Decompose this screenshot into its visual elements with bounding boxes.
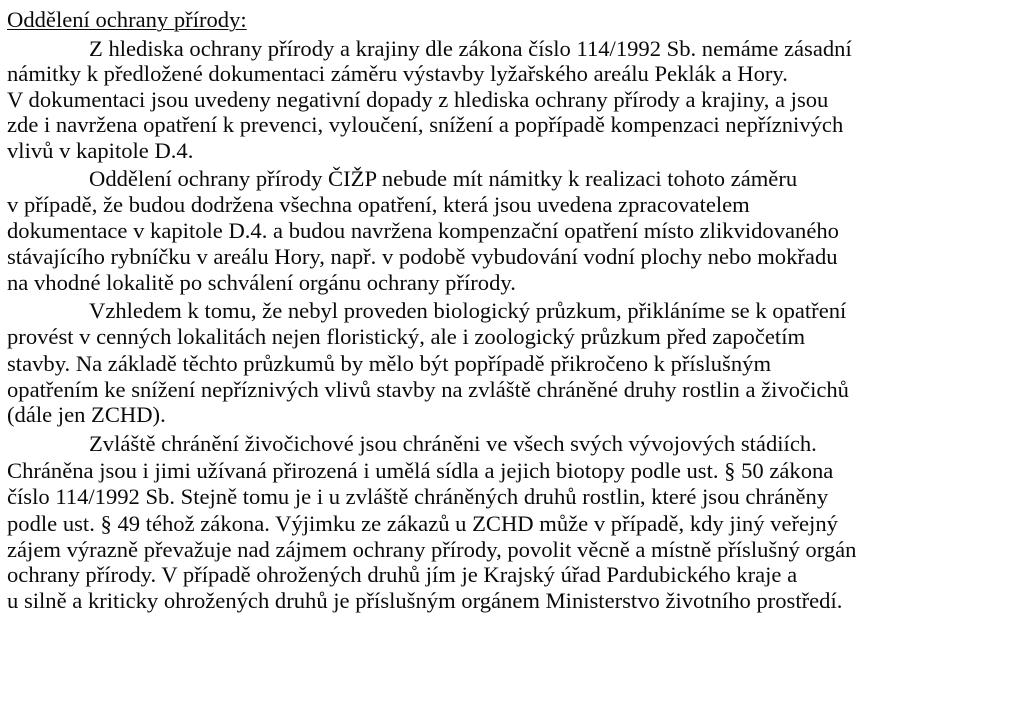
paragraph-4-line-3: číslo 114/1992 Sb. Stejně tomu je i u zvláště chráněných druhů rostlin, které jsou chráněny xyxy=(7,484,829,509)
paragraph-3-line-1: Vzhledem k tomu, že nebyl proveden biologický průzkum, přikláníme se k opatření xyxy=(89,298,847,323)
paragraph-2-line-4: stávajícího rybníčku v areálu Hory, např. v podobě vybudování vodní plochy nebo mokřadu xyxy=(7,244,838,269)
paragraph-2-line-1: Oddělení ochrany přírody ČIŽP nebude mít námitky k realizaci tohoto záměru xyxy=(89,166,798,191)
paragraph-4-line-1: Zvláště chránění živočichové jsou chráněni ve všech svých vývojových stádiích. xyxy=(89,431,817,456)
paragraph-2-line-3: dokumentace v kapitole D.4. a budou navržena kompenzační opatření místo zlikvidovaného xyxy=(7,218,839,243)
paragraph-1-line-3: V dokumentaci jsou uvedeny negativní dopady z hlediska ochrany přírody a krajiny, a jsou xyxy=(7,87,829,112)
paragraph-3-line-5: (dále jen ZCHD). xyxy=(7,402,166,427)
paragraph-3-line-2: provést v cenných lokalitách nejen floristický, ale i zoologický průzkum před započetím xyxy=(7,324,806,349)
paragraph-2-line-5: na vhodné lokalitě po schválení orgánu ochrany přírody. xyxy=(7,270,516,295)
paragraph-1-line-4: zde i navržena opatření k prevenci, vyloučení, snížení a popřípadě kompenzaci nepříznivých xyxy=(7,112,844,137)
paragraph-4-line-4: podle ust. § 49 téhož zákona. Výjimku ze zákazů u ZCHD může v případě, kdy jiný veřejný xyxy=(7,511,838,536)
section-heading: Oddělení ochrany přírody: xyxy=(7,7,247,32)
paragraph-4-line-6: ochrany přírody. V případě ohrožených druhů jím je Krajský úřad Pardubického kraje a xyxy=(7,562,798,587)
paragraph-4-line-5: zájem výrazně převažuje nad zájmem ochrany přírody, povolit věcně a místně příslušný orgán xyxy=(7,537,857,562)
paragraph-4-line-2: Chráněna jsou i jimi užívaná přirozená i umělá sídla a jejich biotopy podle ust. § 50 zákona xyxy=(7,458,834,483)
paragraph-1-line-2: námitky k předložené dokumentaci záměru výstavby lyžařského areálu Peklák a Hory. xyxy=(7,61,788,86)
paragraph-3-line-4: opatřením ke snížení nepříznivých vlivů stavby na zvláště chráněné druhy rostlin a živočichů xyxy=(7,377,849,402)
paragraph-3-line-3: stavby. Na základě těchto průzkumů by mělo být popřípadě přikročeno k příslušným xyxy=(7,351,772,376)
paragraph-2-line-2: v případě, že budou dodržena všechna opatření, která jsou uvedena zpracovatelem xyxy=(7,192,750,217)
paragraph-4-line-7: u silně a kriticky ohrožených druhů je příslušným orgánem Ministerstvo životního prostředí. xyxy=(7,588,843,613)
paragraph-1-line-1: Z hlediska ochrany přírody a krajiny dle zákona číslo 114/1992 Sb. nemáme zásadní xyxy=(89,36,852,61)
paragraph-1-line-5: vlivů v kapitole D.4. xyxy=(7,138,194,163)
